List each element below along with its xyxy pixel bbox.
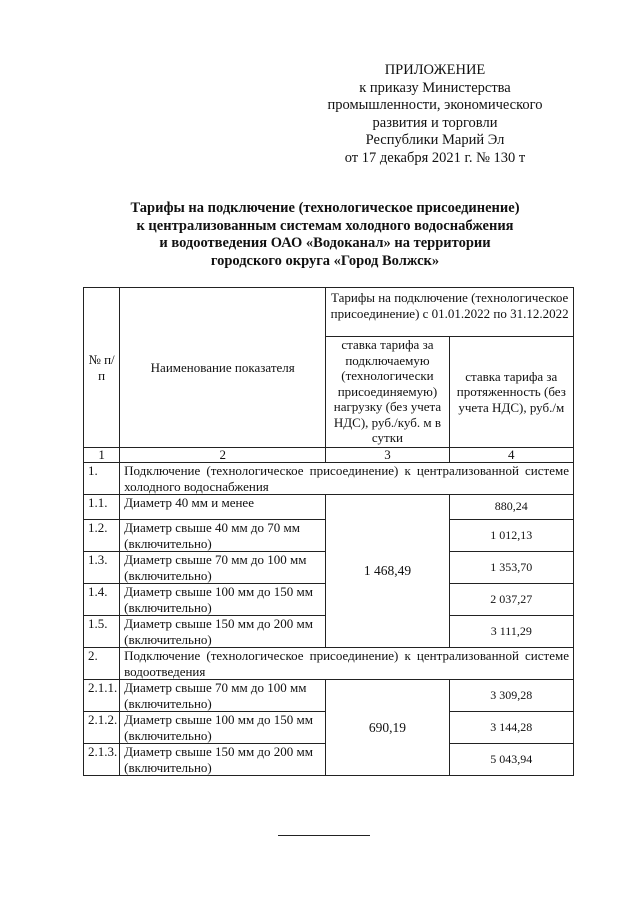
row-name: Диаметр свыше 150 мм до 200 мм (включительно) [120,616,326,648]
appendix-line: к приказу Министерства [359,79,511,96]
section-row-water-supply [84,463,574,495]
appendix-line: развития и торговли [372,114,498,131]
column-index: 2 [120,448,326,463]
length-rate-value: 1 353,70 [449,552,573,584]
section-number: 1. [84,463,120,495]
title-line: к централизованным системам холодного водоснабжения [136,217,514,234]
column-index: 1 [84,448,120,463]
section-row-wastewater [84,648,574,680]
load-rate-value: 1 468,49 [326,495,449,648]
row-number: 2.1.2. [84,712,120,744]
closing-divider [278,835,370,836]
row-number: 1.4. [84,584,120,616]
header-indicator-name: Наименование показателя [120,288,326,448]
length-rate-value: 3 111,29 [449,616,573,648]
row-name: Диаметр свыше 150 мм до 200 мм (включительно) [120,744,326,776]
appendix-line: Республики Марий Эл [365,132,505,149]
row-name: Диаметр свыше 70 мм до 100 мм (включительно) [120,552,326,584]
length-rate-value: 2 037,27 [449,584,573,616]
row-name: Диаметр 40 мм и менее [120,495,326,520]
document-title [85,200,565,270]
column-index-row [84,448,574,463]
row-number: 1.5. [84,616,120,648]
table-row [84,680,574,712]
row-number: 2.1.3. [84,744,120,776]
column-index: 4 [449,448,573,463]
row-number: 2.1.1. [84,680,120,712]
tariff-table [83,287,574,776]
title-line: городского округа «Город Волжск» [210,252,440,269]
length-rate-value: 5 043,94 [449,744,573,776]
header-tariff-group: Тарифы на подключение (технологическое присоединение) с 01.01.2022 по 31.12.2022 [326,288,574,337]
length-rate-value: 3 309,28 [449,680,573,712]
title-line: Тарифы на подключение (технологическое присоединение) [130,200,520,216]
appendix-order-date: от 17 декабря 2021 г. № 130 т [344,149,526,166]
row-name: Диаметр свыше 70 мм до 100 мм (включительно) [120,680,326,712]
column-index: 3 [326,448,449,463]
row-number: 1.3. [84,552,120,584]
row-name: Диаметр свыше 100 мм до 150 мм (включительно) [120,712,326,744]
header-length-rate: ставка тарифа за протяженность (без учета НДС), руб./м [449,337,573,448]
section-number: 2. [84,648,120,680]
header-number: № п/п [84,288,120,448]
row-number: 1.1. [84,495,120,520]
length-rate-value: 880,24 [449,495,573,520]
row-number: 1.2. [84,520,120,552]
title-line: и водоотведения ОАО «Водоканал» на территории [159,235,491,252]
table-row [84,495,574,520]
appendix-line: промышленности, экономического [327,97,543,114]
appendix-block [300,62,570,168]
header-load-rate: ставка тарифа за подключаемую (технологически присоединяемую) нагрузку (без учета НДС), руб./куб. м в сутки [326,337,449,448]
row-name: Диаметр свыше 40 мм до 70 мм (включительно) [120,520,326,552]
section-title: Подключение (технологическое присоединение) к централизованной системе водоотведения [120,648,574,680]
row-name: Диаметр свыше 100 мм до 150 мм (включительно) [120,584,326,616]
length-rate-value: 3 144,28 [449,712,573,744]
appendix-title: ПРИЛОЖЕНИЕ [384,62,486,78]
length-rate-value: 1 012,13 [449,520,573,552]
table-header-row [84,288,574,337]
load-rate-value: 690,19 [326,680,449,776]
section-title: Подключение (технологическое присоединение) к централизованной системе холодного водоснабжения [120,463,574,495]
